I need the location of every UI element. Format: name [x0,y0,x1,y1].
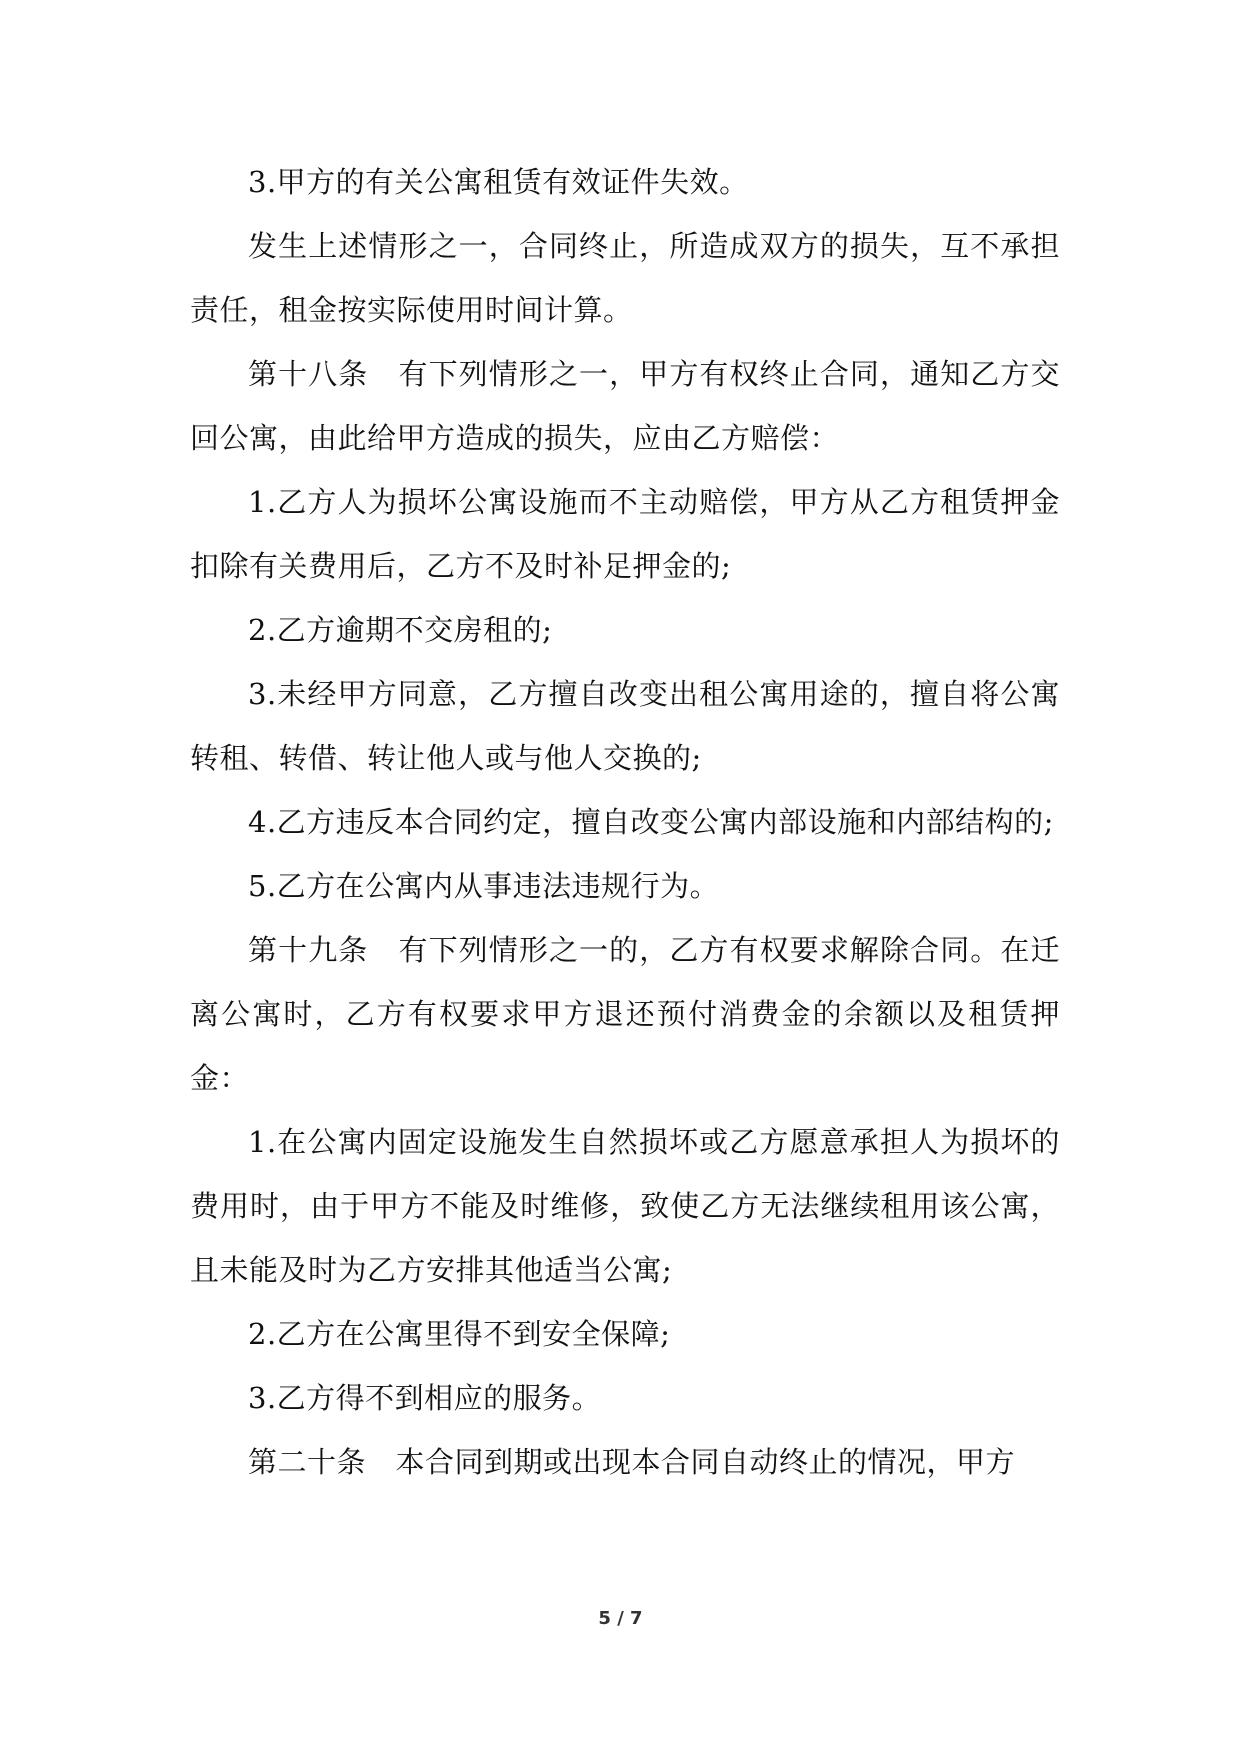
paragraph: 2.乙方在公寓里得不到安全保障; [248,1317,671,1351]
paragraph: 3.乙方得不到相应的服务。 [248,1381,602,1415]
document-body [190,150,1060,1494]
paragraph-article-19: 第十九条 有下列情形之一的，乙方有权要求解除合同。在迁离公寓时，乙方有权要求甲方退还预付消费金的余额以及租赁押金： [190,933,1060,1095]
paragraph-article-18: 第十八条 有下列情形之一，甲方有权终止合同，通知乙方交回公寓，由此给甲方造成的损失，应由乙方赔偿： [190,357,1060,455]
paragraph: 5.乙方在公寓内从事违法违规行为。 [248,869,720,903]
paragraph: 4.乙方违反本合同约定，擅自改变公寓内部设施和内部结构的; [248,805,1054,839]
paragraph: 1.乙方人为损坏公寓设施而不主动赔偿，甲方从乙方租赁押金扣除有关费用后，乙方不及时补足押金的; [190,485,1060,583]
paragraph: 2.乙方逾期不交房租的; [248,613,553,647]
paragraph-article-20: 第二十条 本合同到期或出现本合同自动终止的情况，甲方 [248,1445,1016,1479]
paragraph: 1.在公寓内固定设施发生自然损坏或乙方愿意承担人为损坏的费用时，由于甲方不能及时维修，致使乙方无法继续租用该公寓，且未能及时为乙方安排其他适当公寓; [190,1125,1060,1287]
page-number: 5 / 7 [598,1608,643,1629]
paragraph: 3.未经甲方同意，乙方擅自改变出租公寓用途的，擅自将公寓转租、转借、转让他人或与他人交换的; [190,677,1060,775]
paragraph: 发生上述情形之一，合同终止，所造成双方的损失，互不承担责任，租金按实际使用时间计算。 [190,229,1060,327]
paragraph: 3.甲方的有关公寓租赁有效证件失效。 [248,165,749,199]
